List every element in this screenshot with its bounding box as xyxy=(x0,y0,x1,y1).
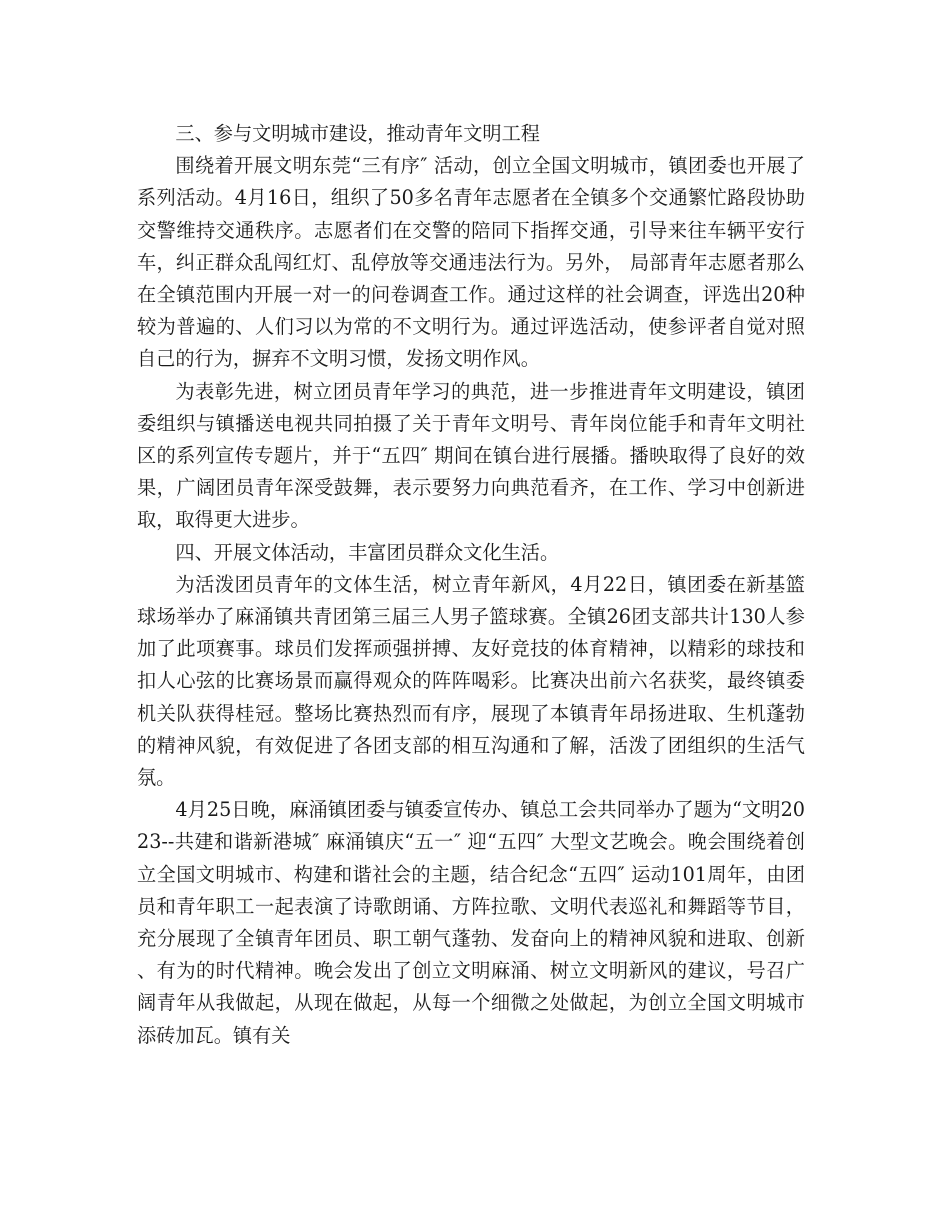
section-heading-4: 四、开展文体活动，丰富团员群众文化生活。 xyxy=(175,540,560,564)
section-heading-3: 三、参与文明城市建设，推动青年文明工程 xyxy=(175,122,540,145)
paragraph-gala: 4月25日晚，麻涌镇团委与镇委宣传办、镇总工会共同举办了题为“文明2023--共建和谐新港城″ 麻涌镇庆“五一″ 迎“五四″ 大型文艺晚会。晚会围绕着创立全国文明城市、构建和谐社会的主题，结合纪念“五四″ 运动101周年，由团员和青年职工一起表演了诗歌朗诵、方阵拉歌、文明代表巡礼和舞蹈等节目，充分展现了全镇青年团员、职工朝气蓬勃、发奋向上的精神风貌和进取、创新、有为的时代精神。晚会发出了创立文明麻涌、树立文明新风的建议，号召广阔青年从我做起，从现在做起，从每一个细微之处做起，为创立全国文明城市添砖加瓦。镇有关 xyxy=(137,798,805,1047)
paragraph-basketball: 为活泼团员青年的文体生活，树立青年新风，4月22日，镇团委在新基篮球场举办了麻涌镇共青团第三届三人男子篮球赛。全镇26团支部共计130人参加了此项赛事。球员们发挥顽强拼搏、友好竞技的体育精神，以精彩的球技和扣人心弦的比赛场景而赢得观众的阵阵喝彩。比赛决出前六名获奖，最终镇委机关队获得桂冠。整场比赛热烈而有序，展现了本镇青年昂扬进取、生机蓬勃的精神风貌，有效促进了各团支部的相互沟通和了解，活泼了团组织的生活气氛。 xyxy=(137,572,805,790)
paragraph-promotional-film: 为表彰先进，树立团员青年学习的典范，进一步推进青年文明建设，镇团委组织与镇播送电视共同拍摄了关于青年文明号、青年岗位能手和青年文明社区的系列宣传专题片，并于“五四″ 期间在镇台进行展播。播映取得了良好的效果，广阔团员青年深受鼓舞，表示要努力向典范看齐，在工作、学习中创新进取，取得更大进步。 xyxy=(137,379,805,532)
paragraph-civilized-order: 围绕着开展文明东莞“三有序″ 活动，创立全国文明城市，镇团委也开展了系列活动。4月16日，组织了50多名青年志愿者在全镇多个交通繁忙路段协助交警维持交通秩序。志愿者们在交警的陪同下指挥交通，引导来往车辆平安行车，纠正群众乱闯红灯、乱停放等交通违法行为。另外， 局部青年志愿者那么在全镇范围内开展一对一的问卷调查工作。通过这样的社会调查，评选出20种较为普遍的、人们习以为常的不文明行为。通过评选活动，使参评者自觉对照自己的行为，摒弃不文明习惯，发扬文明作风。 xyxy=(137,154,805,371)
document-page xyxy=(137,118,805,1052)
